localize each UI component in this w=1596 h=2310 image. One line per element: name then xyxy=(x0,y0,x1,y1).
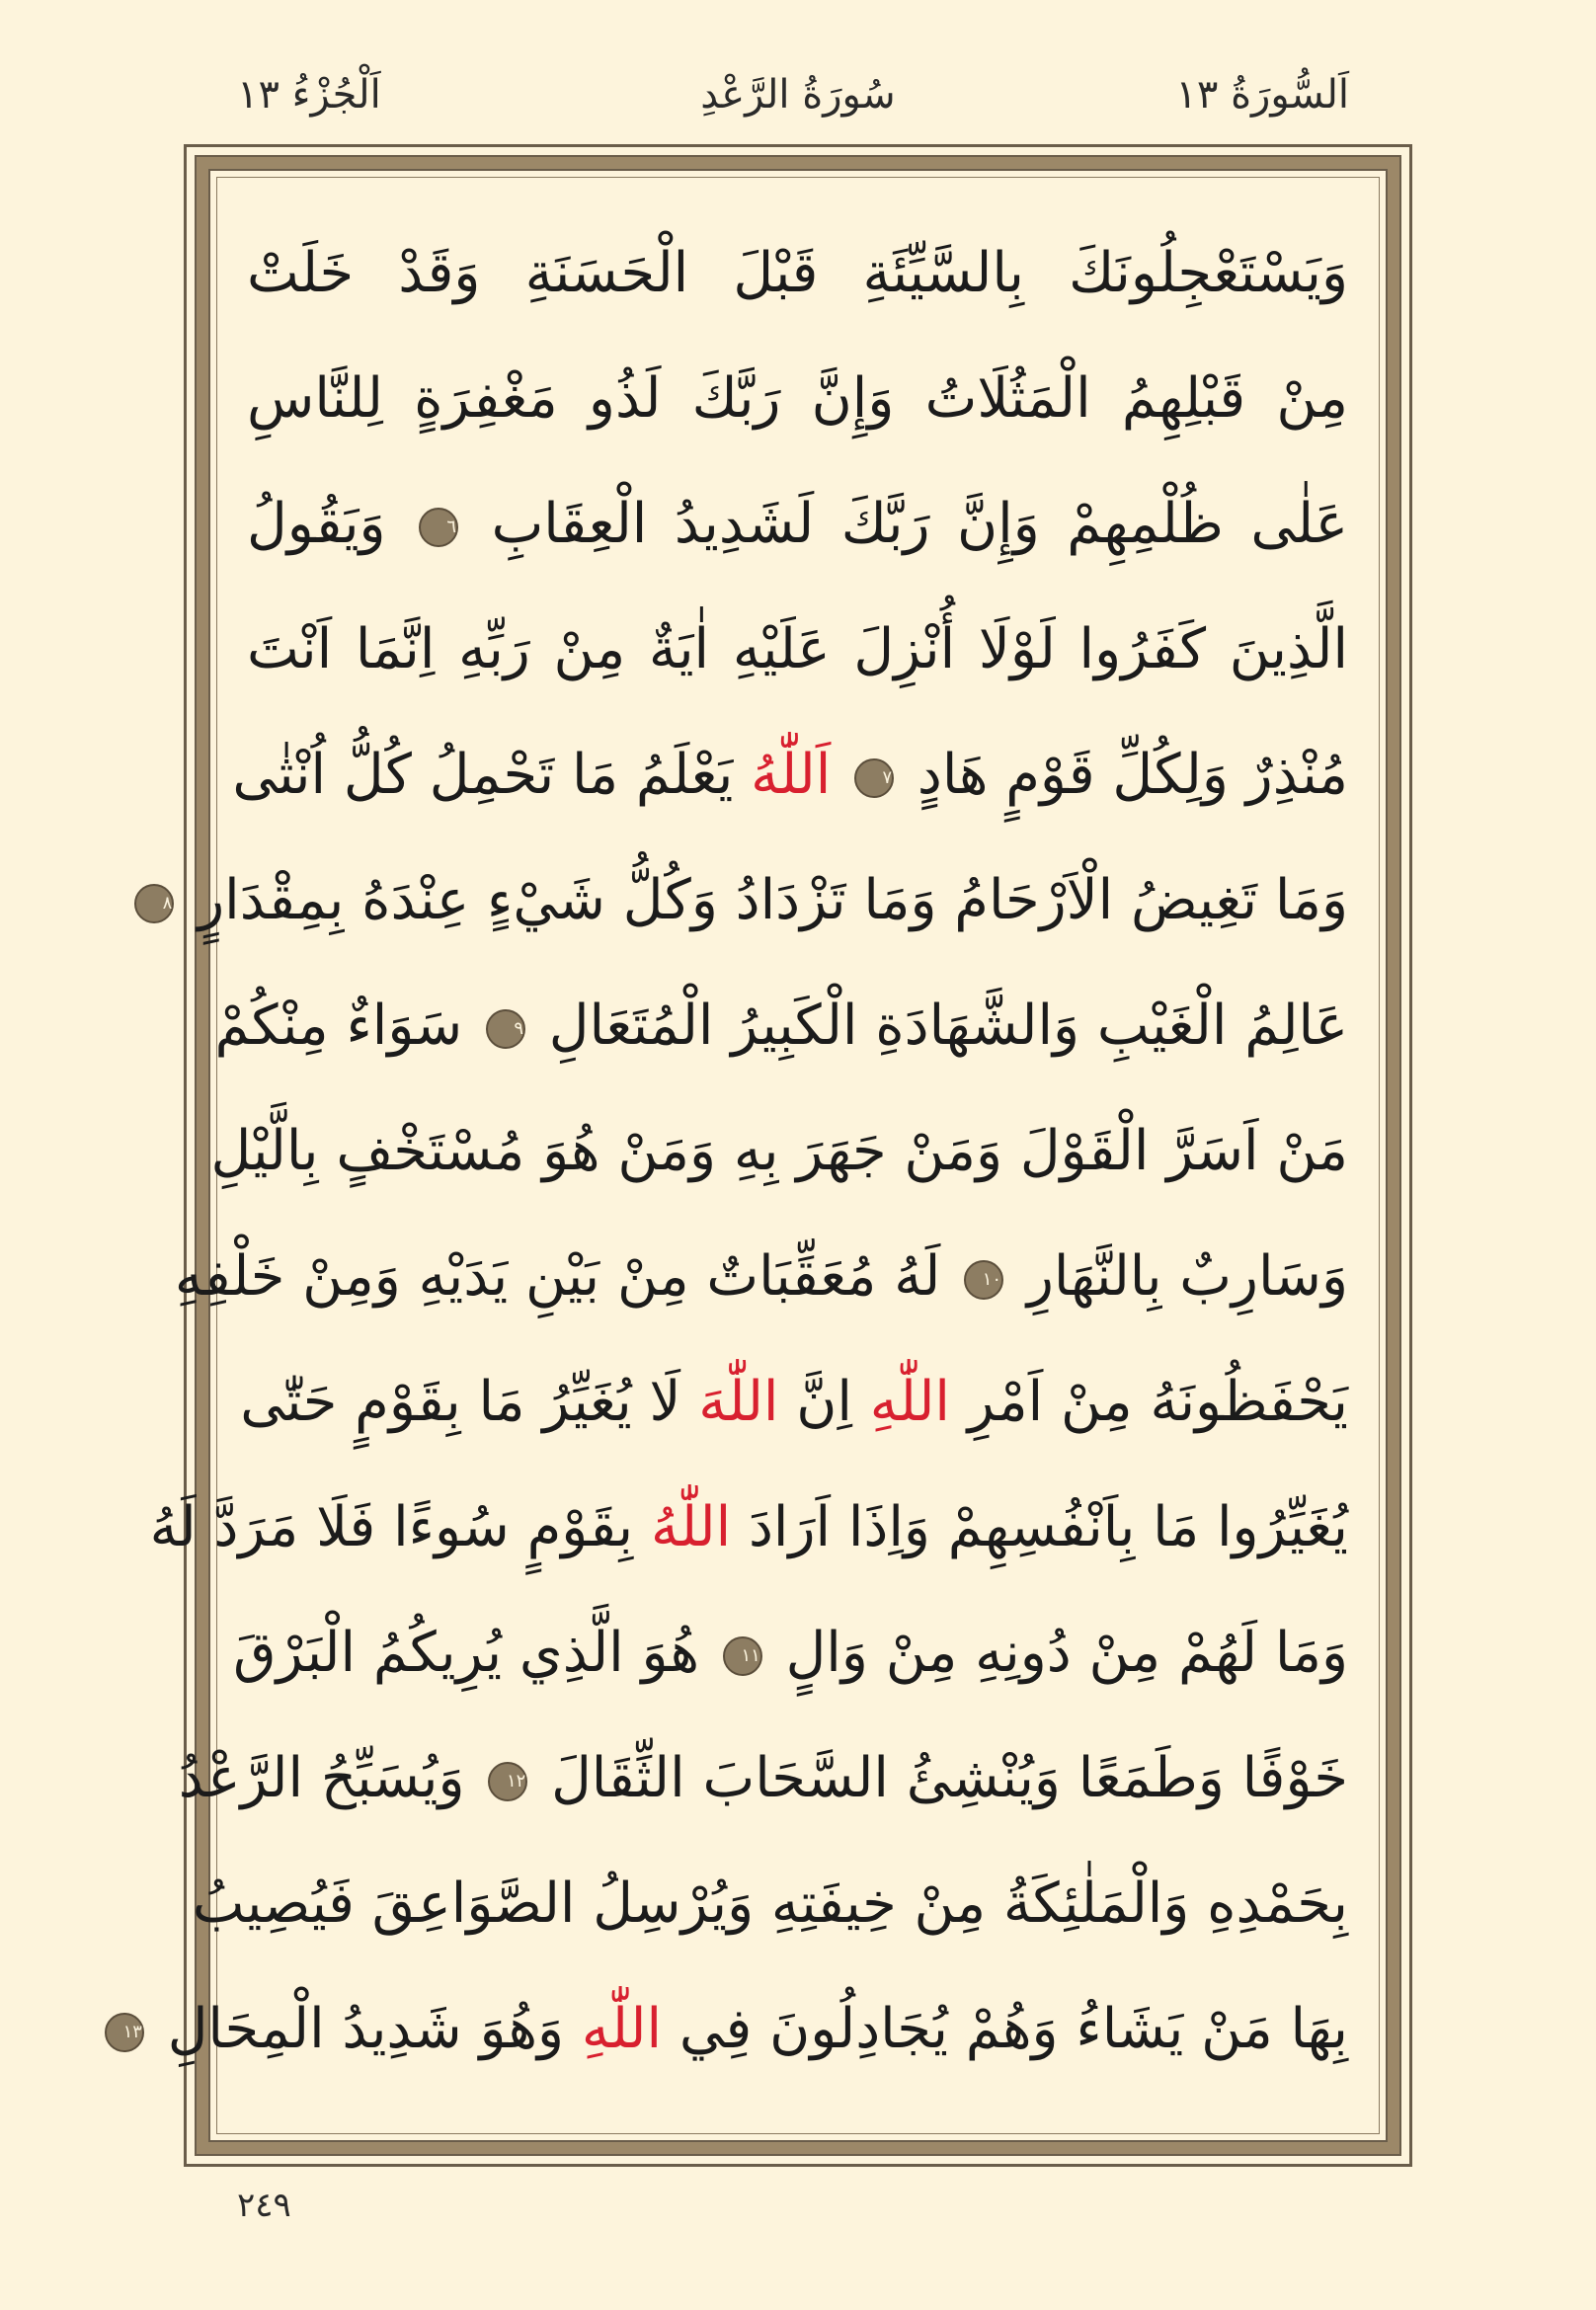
text-line: وَيَسْتَعْجِلُونَكَ بِالسَّيِّئَةِ قَبْلَ الْحَسَنَةِ وَقَدْ خَلَتْ xyxy=(247,241,1348,305)
text-line: مُنْذِرٌ وَلِكُلِّ قَوْمٍ هَادٍ ٧ اَللّٰهُ يَعْلَمُ مَا تَحْمِلُ كُلُّ اُنْثٰى xyxy=(232,743,1348,807)
verse-end-marker: ٦ xyxy=(419,508,458,547)
verse-end-marker: ١٢ xyxy=(488,1762,527,1801)
text-line: يَحْفَظُونَهُ مِنْ اَمْرِ اللّٰهِ اِنَّ اللّٰهَ لَا يُغَيِّرُ مَا بِقَوْمٍ حَتّٰى xyxy=(240,1370,1348,1434)
text-line: مَنْ اَسَرَّ الْقَوْلَ وَمَنْ جَهَرَ بِهِ وَمَنْ هُوَ مُسْتَخْفٍ بِالَّيْلِ xyxy=(210,1119,1348,1183)
verse-end-marker: ١١ xyxy=(723,1636,762,1676)
text-line: الَّذِينَ كَفَرُوا لَوْلَا أُنْزِلَ عَلَيْهِ اٰيَةٌ مِنْ رَبِّهِ اِنَّمَا اَنْتَ xyxy=(247,617,1348,681)
text-line: وَسَارِبٌ بِالنَّهَارِ ١٠ لَهُ مُعَقِّبَاتٌ مِنْ بَيْنِ يَدَيْهِ وَمِنْ خَلْفِهِ xyxy=(174,1244,1348,1309)
text-line: مِنْ قَبْلِهِمُ الْمَثُلَاتُ وَإِنَّ رَبَّكَ لَذُو مَغْفِرَةٍ لِلنَّاسِ xyxy=(247,366,1348,431)
verse-end-marker: ٨ xyxy=(134,884,174,923)
verse-end-marker: ١٠ xyxy=(964,1260,1003,1300)
text-line: عَالِمُ الْغَيْبِ وَالشَّهَادَةِ الْكَبِيرُ الْمُتَعَالِ ٩ سَوَاءٌ مِنْكُمْ xyxy=(214,994,1348,1058)
divine-name: اللّٰهِ xyxy=(869,1370,950,1434)
page-number: ٢٤٩ xyxy=(237,2186,291,2225)
juz-label: اَلْجُزْءُ ١٣ xyxy=(237,72,381,118)
surah-number-label: اَلسُّورَةُ ١٣ xyxy=(1175,72,1349,118)
divine-name: اللّٰهُ xyxy=(650,1495,732,1559)
verse-end-marker: ١٣ xyxy=(105,2013,144,2052)
text-line: وَمَا تَغِيضُ الْاَرْحَامُ وَمَا تَزْدَادُ وَكُلُّ شَيْءٍ عِنْدَهُ بِمِقْدَارٍ ٨ xyxy=(247,846,1348,955)
divine-name: اللّٰهِ xyxy=(581,1997,663,2061)
text-line: وَمَا لَهُمْ مِنْ دُونِهِ مِنْ وَالٍ ١١ هُوَ الَّذِي يُرِيكُمُ الْبَرْقَ xyxy=(233,1621,1348,1685)
surah-title: سُورَةُ الرَّعْدِ xyxy=(700,72,896,118)
divine-name: اللّٰهَ xyxy=(698,1370,779,1434)
quran-text-block xyxy=(122,219,1348,2106)
text-line: عَلٰى ظُلْمِهِمْ وَإِنَّ رَبَّكَ لَشَدِيدُ الْعِقَابِ ٦ وَيَقُولُ xyxy=(247,492,1348,556)
text-line: خَوْفًا وَطَمَعًا وَيُنْشِئُ السَّحَابَ الثِّقَالَ ١٢ وَيُسَبِّحُ الرَّعْدُ xyxy=(178,1746,1348,1810)
text-line: بِهَا مَنْ يَشَاءُ وَهُمْ يُجَادِلُونَ فِي اللّٰهِ وَهُوَ شَدِيدُ الْمِحَالِ ١٣ xyxy=(247,1975,1348,2084)
verse-end-marker: ٩ xyxy=(486,1009,525,1049)
text-line: بِحَمْدِهِ وَالْمَلٰئِكَةُ مِنْ خِيفَتِهِ وَيُرْسِلُ الصَّوَاعِقَ فَيُصِيبُ xyxy=(192,1872,1348,1936)
divine-name: اَللّٰهُ xyxy=(751,743,832,807)
text-line: يُغَيِّرُوا مَا بِاَنْفُسِهِمْ وَاِذَا اَرَادَ اللّٰهُ بِقَوْمٍ سُوءًا فَلَا مَرَدَّ لَهُ xyxy=(149,1495,1348,1559)
verse-end-marker: ٧ xyxy=(854,758,894,798)
